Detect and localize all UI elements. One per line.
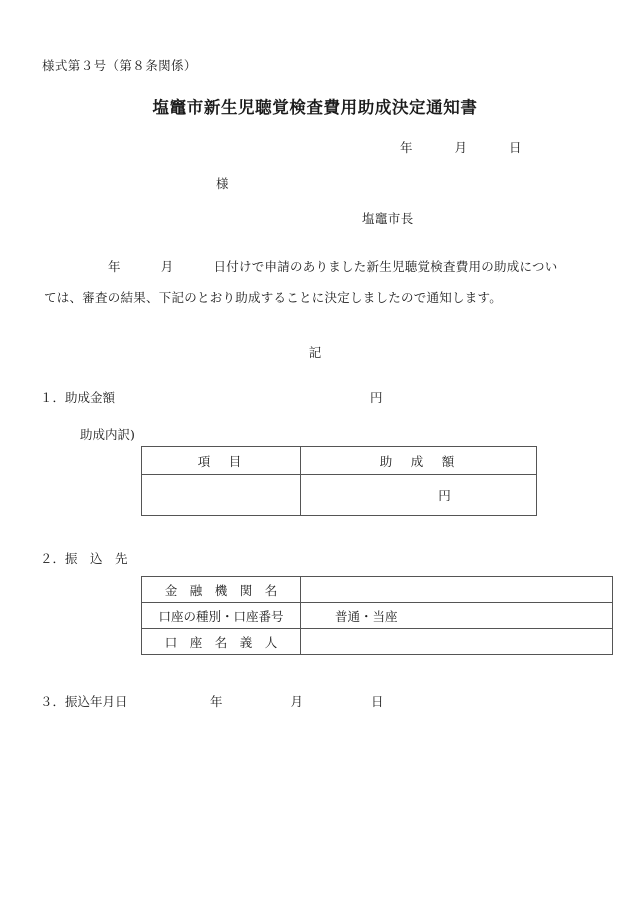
item-1-label: 助成金額 xyxy=(65,390,116,405)
body-text-rest: 日付けで申請のありました新生児聴覚検査費用の助成につい xyxy=(213,259,558,274)
form-number: 様式第３号（第８条関係） xyxy=(42,58,197,73)
body-paragraph-line-2: ては、審査の結果、下記のとおり助成することに決定しましたので通知します。 xyxy=(44,290,503,305)
issue-date-day-label: 日 xyxy=(509,140,522,155)
issue-date-month-label: 月 xyxy=(454,140,468,155)
header-amount: 助 成 額 xyxy=(301,447,537,475)
item-1-unit: 円 xyxy=(370,390,383,405)
cell-item-value[interactable] xyxy=(142,475,301,516)
table-row xyxy=(142,475,537,516)
table-row xyxy=(142,629,613,655)
document-title: 塩竈市新生児聴覚検査費用助成決定通知書 xyxy=(152,98,478,117)
transfer-date-line xyxy=(210,692,384,710)
body-paragraph-line-1 xyxy=(72,257,558,275)
item-2-heading xyxy=(40,549,128,567)
table-row xyxy=(142,577,613,603)
transfer-date-day-label: 日 xyxy=(371,694,384,709)
item-1-number: １． xyxy=(40,390,66,405)
cell-amount-value[interactable]: 円 xyxy=(301,475,537,516)
issue-date-line xyxy=(400,138,522,156)
signer-name: 塩竈市長 xyxy=(362,211,414,226)
transfer-date-month-label: 月 xyxy=(290,694,304,709)
subsidy-breakdown-table xyxy=(141,446,537,516)
label-account-type-number: 口座の種別・口座番号 xyxy=(142,603,301,629)
item-2-number: ２． xyxy=(40,551,66,566)
item-3-number: ３． xyxy=(40,694,66,709)
label-account-holder: 口 座 名 義 人 xyxy=(142,629,301,655)
item-2-label: 振 込 先 xyxy=(65,551,128,566)
header-item: 項 目 xyxy=(142,447,301,475)
transfer-date-year-label: 年 xyxy=(210,694,223,709)
addressee-honorific: 様 xyxy=(216,176,229,191)
body-month-label: 月 xyxy=(160,259,174,274)
value-account-holder[interactable] xyxy=(301,629,613,655)
value-bank-name[interactable] xyxy=(301,577,613,603)
ki-marker: 記 xyxy=(308,345,322,360)
item-3-label: 振込年月日 xyxy=(65,694,128,709)
issue-date-year-label: 年 xyxy=(400,140,413,155)
bank-transfer-table xyxy=(141,576,613,655)
item-3-heading xyxy=(40,692,128,710)
table-row xyxy=(142,603,613,629)
table-header-row xyxy=(142,447,537,475)
label-bank-name: 金 融 機 関 名 xyxy=(142,577,301,603)
value-account-type-number[interactable]: 普通・当座 xyxy=(301,603,613,629)
item-1-heading xyxy=(40,388,115,406)
breakdown-label: 助成内訳) xyxy=(80,427,135,442)
body-year-label: 年 xyxy=(108,259,121,274)
